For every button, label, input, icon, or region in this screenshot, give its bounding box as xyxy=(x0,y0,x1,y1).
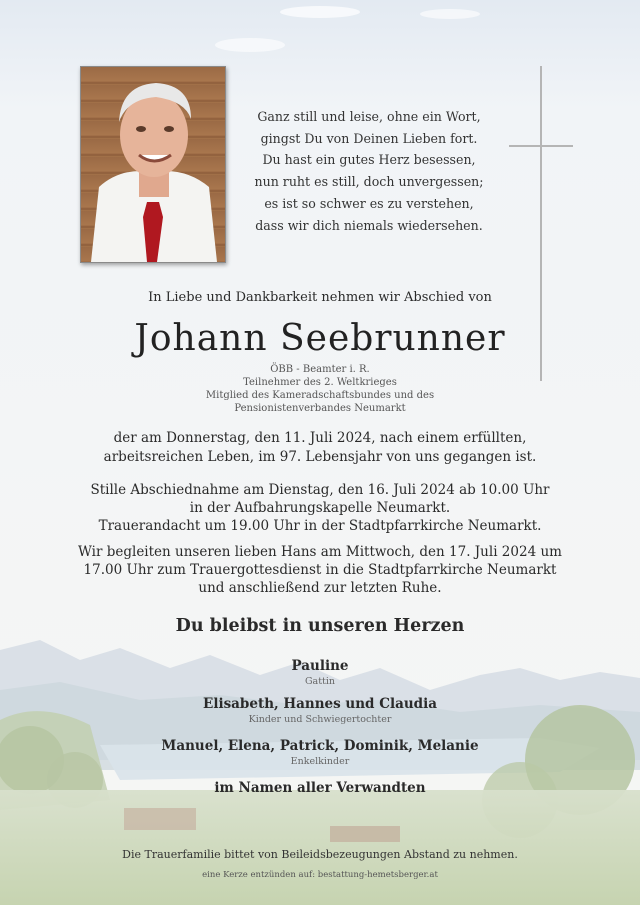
poem-line: dass wir dich niemals wiedersehen. xyxy=(255,217,483,233)
funeral-line: und anschließend zur letzten Ruhe. xyxy=(198,580,442,596)
cross-horizontal-bar xyxy=(509,145,573,147)
poem-line: gingst Du von Deinen Lieben fort. xyxy=(260,130,478,146)
mourner-name: Pauline xyxy=(291,658,349,674)
title-line: Mitglied des Kameradschaftsbundes und des xyxy=(205,390,435,401)
title-line: Teilnehmer des 2. Weltkrieges xyxy=(243,377,397,388)
footer-request: Die Trauerfamilie bittet von Beileidsbezeugungen Abstand zu nehmen. xyxy=(122,848,518,861)
mourner-relation: Kinder und Schwiegertochter xyxy=(248,714,392,725)
deceased-name: Johann Seebrunner xyxy=(134,318,506,359)
mourner-name: Elisabeth, Hannes und Claudia xyxy=(203,696,437,712)
funeral-line: Wir begleiten unseren lieben Hans am Mittwoch, den 17. Juli 2024 um xyxy=(78,544,562,560)
death-notice-line: arbeitsreichen Leben, im 97. Lebensjahr von uns gegangen ist. xyxy=(103,449,537,465)
farewell-line: Stille Abschiednahme am Dienstag, den 16. Juli 2024 ab 10.00 Uhr xyxy=(90,482,550,498)
memorial-heading: Du bleibst in unseren Herzen xyxy=(175,616,465,636)
title-line: Pensionistenverbandes Neumarkt xyxy=(234,403,406,414)
death-notice-line: der am Donnerstag, den 11. Juli 2024, nach einem erfüllten, xyxy=(113,430,527,446)
intro-text: In Liebe und Dankbarkeit nehmen wir Abschied von xyxy=(148,290,492,305)
mourner-relation: Enkelkinder xyxy=(290,756,350,767)
mourner-name: Manuel, Elena, Patrick, Dominik, Melanie xyxy=(161,738,479,754)
funeral-line: 17.00 Uhr zum Trauergottesdienst in die Stadtpfarrkirche Neumarkt xyxy=(83,562,557,578)
mourner-relation: Gattin xyxy=(304,676,336,687)
poem-line: Du hast ein gutes Herz besessen, xyxy=(262,152,476,168)
footer-website-link[interactable]: bestattung-hemetsberger.at xyxy=(317,870,438,880)
portrait-photo xyxy=(80,66,226,263)
poem-line: Ganz still und leise, ohne ein Wort, xyxy=(257,109,481,124)
footer-candle xyxy=(0,870,640,880)
poem xyxy=(234,106,504,236)
relatives-line: im Namen aller Verwandten xyxy=(214,780,426,796)
footer-candle-label: eine Kerze entzünden auf: xyxy=(202,870,316,880)
farewell-line: in der Aufbahrungskapelle Neumarkt. xyxy=(189,500,451,516)
poem-line: nun ruht es still, doch unvergessen; xyxy=(254,174,484,190)
farewell-line: Trauerandacht um 19.00 Uhr in der Stadtpfarrkirche Neumarkt. xyxy=(98,518,542,534)
title-line: ÖBB - Beamter i. R. xyxy=(270,364,370,375)
poem-line: es ist so schwer es zu verstehen, xyxy=(264,195,474,211)
